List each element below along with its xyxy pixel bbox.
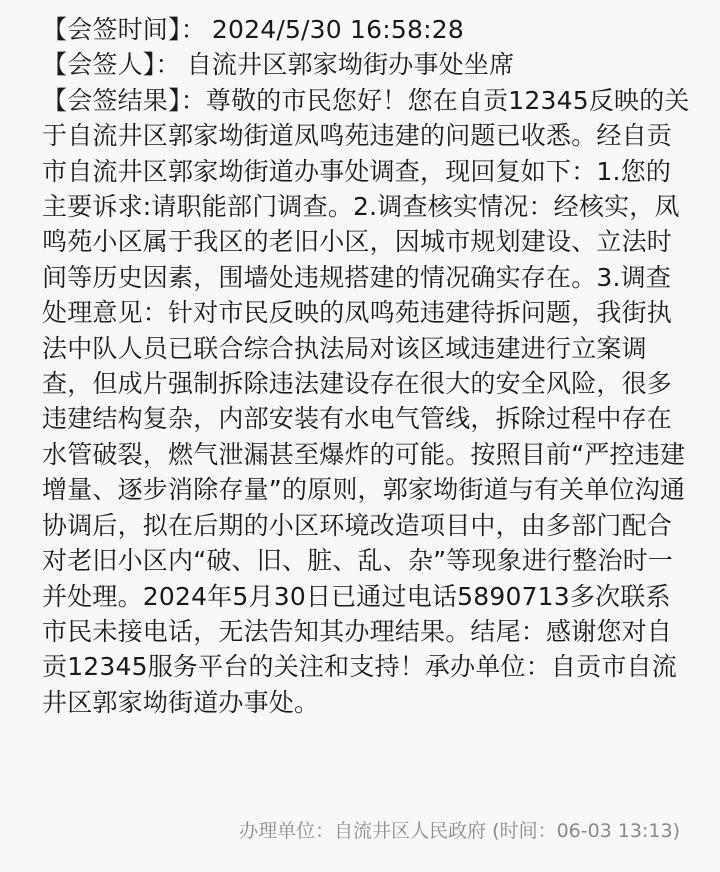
handling-unit-footer: 办理单位：自流井区人民政府 (时间：06-03 13:13) [239, 820, 680, 842]
sign-time-row [42, 12, 692, 47]
sign-time-separator: ： [180, 15, 206, 44]
sign-result-row [42, 83, 692, 720]
sign-result-value: 尊敬的市民您好！您在自贡12345反映的关于自流井区郭家坳街道凤鸣苑违建的问题已收悉。经自贡市自流井区郭家坳街道办事处调查，现回复如下：1.您的主要诉求:请职能部门调查。2.调查核实情况：经核实，凤鸣苑小区属于我区的老旧小区，因城市规划建设、立法时间等历史因素，围墙处违规搭建的情况确实存在。3.调查处理意见：针对市民反映的凤鸣苑违建待拆问题，我街执法中队人员已联合综合执法局对该区域违建进行立案调查，但成片强制拆除违法建设存在很大的安全风险，很多违建结构复杂，内部安装有水电气管线，拆除过程中存在水管破裂，燃气泄漏甚至爆炸的可能。按照目前“严控违建增量、逐步消除存量”的原则，郭家坳街道与有关单位沟通协调后，拟在后期的小区环境改造项目中，由多部门配合对老旧小区内“破、旧、脏、乱、杂”等现象进行整治时一并处理。2024年5月30日已通过电话5890713多次联系市民未接电话，无法告知其办理结果。结尾：感谢您对自贡12345服务平台的关注和支持！承办单位：自贡市自流井区郭家坳街道办事处。 [42, 85, 690, 717]
sign-time-label: 【会签时间】 [42, 15, 181, 44]
signer-row [42, 47, 692, 82]
sign-result-label: 【会签结果】 [42, 85, 181, 115]
signer-value: 自流井区郭家坳街办事处坐席 [186, 50, 515, 80]
sign-time-value: 2024/5/30 16:58:28 [211, 15, 464, 44]
signer-separator: ： [155, 50, 181, 80]
record-content [42, 12, 692, 720]
sign-result-separator: ： [180, 85, 206, 115]
signer-label: 【会签人】 [42, 50, 156, 80]
